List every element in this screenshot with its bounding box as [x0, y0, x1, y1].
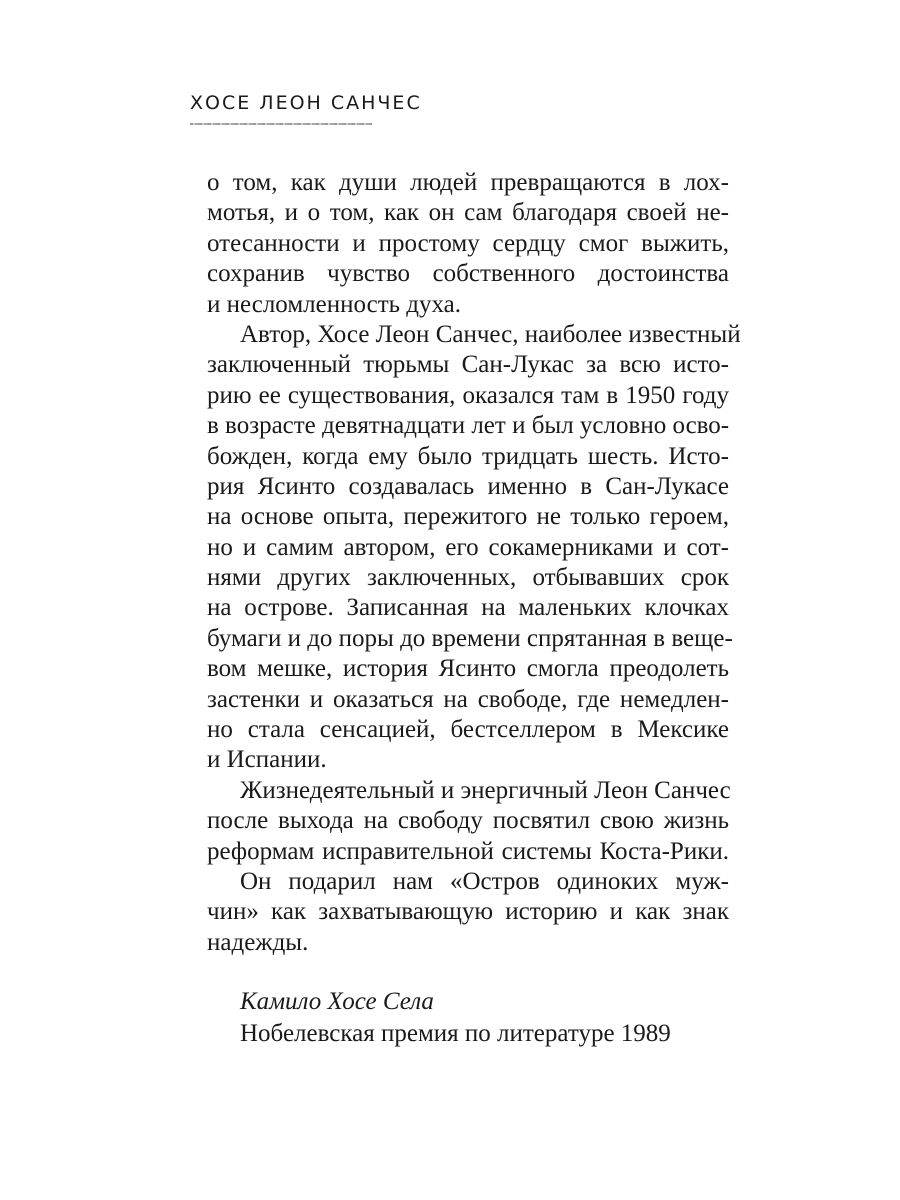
text-line: божден, когда ему было тридцать шесть. Исто- — [207, 442, 729, 470]
text-line: реформам исправительной системы Коста-Рики. — [207, 837, 729, 865]
text-line: рия Ясинто создавалась именно в Сан-Лукасе — [207, 472, 729, 500]
header-rule — [190, 123, 372, 125]
text-line: после выхода на свободу посвятил свою жизнь — [207, 807, 729, 835]
signature-award: Нобелевская премия по литературе 1989 — [240, 1020, 671, 1047]
text-line: Он подарил нам «Остров одиноких муж- — [240, 867, 729, 895]
text-line: но и самим автором, его сокамерниками и сот- — [207, 533, 729, 561]
text-line: на острове. Записанная на маленьких клочках — [207, 594, 729, 622]
text-line: на основе опыта, пережитого не только героем, — [207, 503, 729, 531]
signature-block — [240, 986, 671, 1050]
text-line: и Испании. — [207, 746, 327, 774]
text-line: Жизнедеятельный и энергичный Леон Санчес — [240, 776, 731, 804]
text-line: застенки и оказаться на свободе, где немедлен- — [207, 685, 729, 713]
text-line: о том, как души людей превращаются в лох- — [207, 169, 729, 196]
running-head: ХОСЕ ЛЕОН САНЧЕС — [190, 92, 422, 114]
text-line: Автор, Хосе Леон Санчес, наиболее известный — [240, 320, 741, 348]
text-line: надежды. — [207, 928, 309, 956]
text-line: вом мешке, история Ясинто смогла преодолеть — [207, 655, 729, 683]
text-line: рию ее существования, оказался там в 1950 году — [207, 381, 729, 409]
signature-author: Камило Хосе Села — [240, 988, 434, 1015]
text-line: отесанности и простому сердцу смог выжить, — [207, 229, 729, 257]
body-text — [207, 168, 741, 958]
text-line: заключенный тюрьмы Сан-Лукас за всю исто- — [207, 351, 729, 379]
text-line: бумаги и до поры до времени спрятанная в веще- — [207, 624, 733, 652]
text-line: сохранив чувство собственного достоинства — [207, 260, 729, 288]
text-line: и несломленность духа. — [207, 290, 462, 318]
text-line: мотья, и о том, как он сам благодаря своей не- — [207, 199, 729, 227]
text-line: чин» как захватывающую историю и как знак — [207, 898, 729, 926]
text-line: но стала сенсацией, бестселлером в Мексике — [207, 716, 729, 744]
text-line: в возрасте девятнадцати лет и был условно осво- — [207, 412, 730, 440]
text-line: нями других заключенных, отбывавших срок — [207, 564, 729, 592]
